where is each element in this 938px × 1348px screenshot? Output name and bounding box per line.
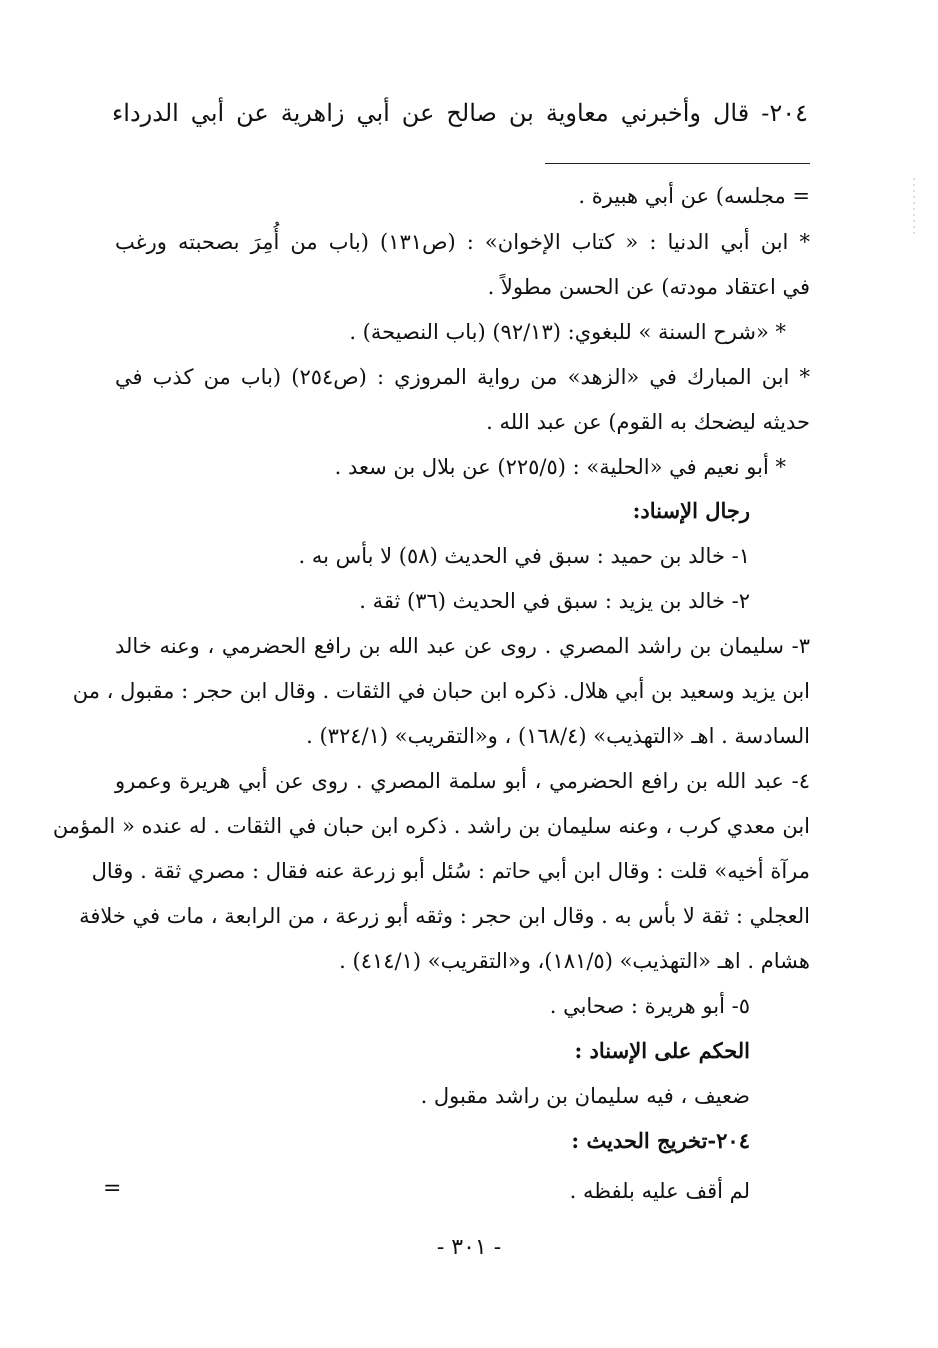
section-title-takhrij: ٢٠٤-تخريج الحديث : (571, 1128, 750, 1153)
section-title-hukm: الحكم على الإسناد : (574, 1038, 750, 1063)
narrator-entry: ٥- أبو هريرة : صحابي . (549, 994, 750, 1018)
footnote-line: حديثه ليضحك به القوم) عن عبد الله . (486, 410, 810, 434)
footnote-line: * ابن المبارك في «الزهد» من رواية المروزي : (ص٢٥٤) (باب من كذب في (115, 365, 810, 389)
takhrij-text: لم أقف عليه بلفظه . (569, 1179, 750, 1203)
footnote-line: * «شرح السنة » للبغوي: (٩٢/١٣) (باب النصيحة) . (349, 320, 786, 344)
footnote-divider (545, 163, 810, 164)
footnote-line: * أبو نعيم في «الحلية» : (٢٢٥/٥) عن بلال بن سعد . (334, 455, 786, 479)
narrator-entry: ١- خالد بن حميد : سبق في الحديث (٥٨) لا بأس به . (298, 544, 750, 568)
narrator-entry: ٣- سليمان بن راشد المصري . روى عن عبد الله بن رافع الحضرمي ، وعنه خالد (115, 634, 810, 658)
narrator-entry: السادسة . اهـ «التهذيب» (١٦٨/٤) ، و«التقريب» (٣٢٤/١) . (306, 724, 810, 748)
footnote-line: = مجلسه) عن أبي هبيرة . (578, 184, 810, 208)
narrator-entry: ابن يزيد وسعيد بن أبي هلال. ذكره ابن حبان في الثقات . وقال ابن حجر : مقبول ، من (72, 679, 810, 703)
continuation-mark: = (103, 1176, 122, 1201)
narrator-entry: مرآة أخيه» قلت : وقال ابن أبي حاتم : سُئل أبو زرعة عنه فقال : مصري ثقة . وقال (91, 859, 810, 883)
narrator-entry: ابن معدي كرب ، وعنه سليمان بن راشد . ذكره ابن حبان في الثقات . له عنده « المؤمن (52, 814, 810, 838)
footnote-line: في اعتقاد مودته) عن الحسن مطولاً . (487, 275, 810, 299)
hukm-text: ضعيف ، فيه سليمان بن راشد مقبول . (420, 1084, 750, 1108)
narrator-entry: هشام . اهـ «التهذيب» (١٨١/٥)، و«التقريب» (٤١٤/١) . (339, 949, 810, 973)
scan-artifact (913, 178, 915, 238)
narrator-entry: ٢- خالد بن يزيد : سبق في الحديث (٣٦) ثقة . (359, 589, 750, 613)
footnote-line: * ابن أبي الدنيا : « كتاب الإخوان» : (ص١٣١) (باب من أُمِرَ بصحبته ورغب (115, 230, 810, 254)
narrator-entry: العجلي : ثقة لا بأس به . وقال ابن حجر : وثقه أبو زرعة ، من الرابعة ، مات في خلافة (79, 904, 810, 928)
narrator-entry: ٤- عبد الله بن رافع الحضرمي ، أبو سلمة المصري . روى عن أبي هريرة وعمرو (115, 769, 810, 793)
section-title-rijal: رجال الإسناد: (632, 498, 750, 523)
hadith-heading: ٢٠٤- قال وأخبرني معاوية بن صالح عن أبي زاهرية عن أبي الدرداء (112, 99, 808, 127)
page-number: - ٣٠١ - (436, 1235, 502, 1260)
